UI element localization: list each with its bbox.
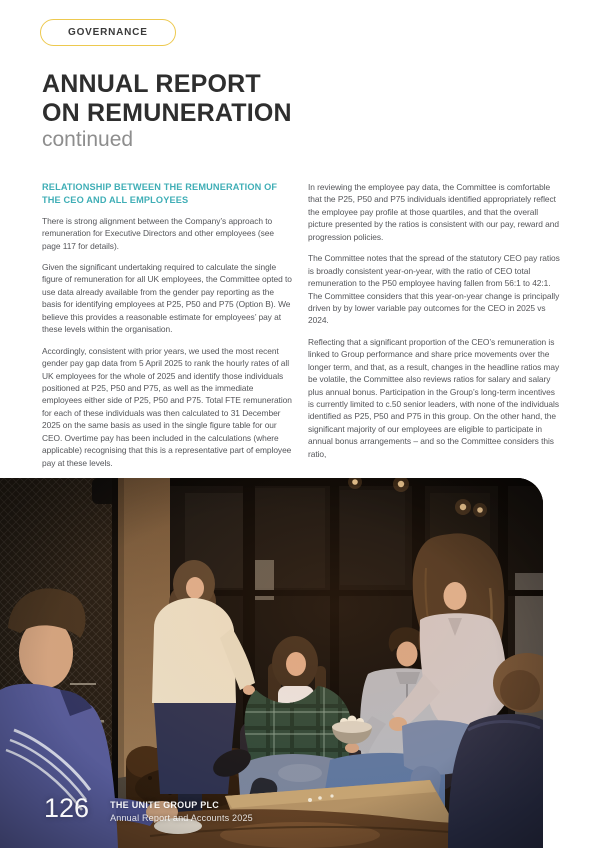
article-columns (42, 181, 560, 478)
footer-company: THE UNITE GROUP PLC (110, 800, 220, 810)
page-title (42, 70, 292, 127)
left-column (42, 181, 294, 478)
right-paragraph-3: Reflecting that a significant proportion of the CEO’s remuneration is linked to Group performance and share price movements over the longer term, and that, as a result, changes in the headline ratios may be volatile, the Committee also reviews ratios for salary and salary plus annual bonus. Participation in the Group’s long-term incentives is currently limited to c.50 senior leaders, with none of the individuals identified as P25, P50 and P75 in this group. On the other hand, the significant majority of our employees are eligible to participate in annual bonus arrangements – and so the Committee considers this ratio, (308, 336, 560, 459)
page-subtitle: continued (42, 128, 134, 151)
section-heading: RELATIONSHIP BETWEEN THE REMUNERATION OF THE CEO AND ALL EMPLOYEES (42, 182, 278, 206)
governance-badge (40, 19, 176, 46)
right-column (308, 181, 560, 478)
page-footer (44, 794, 253, 824)
right-paragraph-2: The Committee notes that the spread of the statutory CEO pay ratios is broadly consistent year-on-year, with the ratio of CEO total remuneration to the P50 employee having fallen from 56:1 to 42:1. The Committee considers that this year-on-year change is principally driven by by lower variable pay outcomes for the CEO in 2025 vs 2024. (308, 253, 560, 326)
right-paragraph-1: In reviewing the employee pay data, the Committee is comfortable that the P25, P50 and P75 individuals identified appropriately reflect the employee pay profile at those quartiles, and that the overall picture presented by the ratios is consistent with our pay, reward and progression policies. (308, 182, 559, 242)
page-title-line2: ON REMUNERATION (42, 98, 292, 127)
page-title-line1: ANNUAL REPORT (42, 70, 261, 98)
left-paragraph-2: Given the significant undertaking required to calculate the single figure of remuneration for all UK employees, the Committee opted to use data already available from the gender pay reporting as the basis for identifying employees at P25, P50 and P75 (Option B). We believe this provides a reasonable estimate for employees’ pay at these levels within the organisation. (42, 262, 292, 335)
governance-badge-label: GOVERNANCE (68, 27, 148, 38)
left-paragraph-1: There is strong alignment between the Company’s approach to remuneration for Executive Directors and other employees (see page 117 for details). (42, 215, 275, 251)
footer-report-title: Annual Report and Accounts 2025 (110, 812, 253, 823)
page-number: 126 (44, 793, 90, 823)
left-paragraph-3: Accordingly, consistent with prior years, we used the most recent gender pay gap data from 5 April 2025 to rank the hourly rates of all UK employees for the whole of 2025 and identify those individuals positioned at P25, P50 and P75, as well as the immediate employees either side of P25, P50 and P75. Total FTE remuneration for each of these individuals was then calculated to 31 December 2025 on the same basis as used in the single figure table for our CEO. Overtime pay has been included in the calculations (where applicable) recognising that this is a representative part of employee pay at these levels. (42, 345, 292, 468)
footer-text-block (110, 794, 253, 823)
